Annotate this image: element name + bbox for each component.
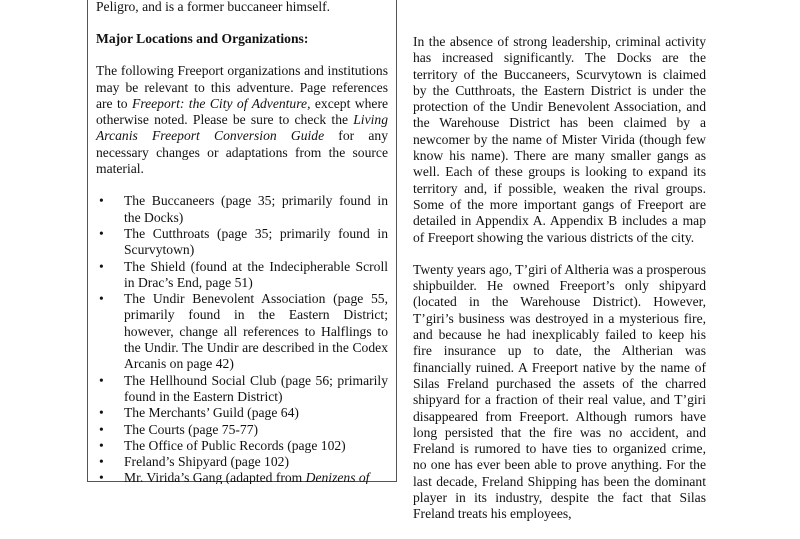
bullet-icon: •	[99, 372, 104, 388]
list-item: • The Merchants’ Guild (page 64)	[99, 405, 299, 421]
list-item: • Mr. Virida’s Gang (adapted from Denizens of	[96, 470, 388, 484]
bullet-icon: •	[99, 454, 104, 470]
bullet-icon: •	[99, 405, 104, 421]
bullet-icon: •	[99, 193, 104, 209]
book-title: Freeport: the City of Adventure	[132, 95, 308, 111]
intro-paragraph: The following Freeport organizations and institutions may be relevant to this adventure. Page references are to Freeport: the City of Adventure, except where otherwise noted. Please be sure to check the Living Arcanis Freeport Conversion Guide for any necessary changes or adaptations from the source material.	[96, 63, 389, 177]
list-item: • The Undir Benevolent Association (page 55, primarily found in the Eastern District; however, change all references to Halflings to the Undir. The Undir are described in the Codex Arcanis on page 42)	[99, 291, 388, 372]
sidebox-content	[96, 1, 388, 484]
list-item: • The Hellhound Social Club (page 56; primarily found in the Eastern District)	[99, 372, 388, 404]
locations-list	[96, 193, 388, 484]
list-item: • The Buccaneers (page 35; primarily found in the Docks)	[99, 193, 388, 225]
intro-end-text: Peligro, and is a former buccaneer himself.	[96, 0, 331, 14]
bullet-icon: •	[99, 421, 104, 437]
bullet-icon: •	[99, 225, 104, 241]
list-item: • The Cutthroats (page 35; primarily found in Scurvytown)	[99, 225, 388, 258]
bullet-icon: •	[99, 258, 104, 274]
paragraph-tgiri-history: Twenty years ago, T’giri of Altheria was a prosperous shipbuilder. He owned Freeport’s only shipyard (located in the Warehouse District). However, T’giri’s business was destroyed in a mysterious fire, and because he had inexplicably failed to keep his fire insurance up to date, the Altherian was financially ruined. A Freeport native by the name of Silas Freland purchased the assets of the charred shipyard for a fraction of their real value, and T’giri disappeared from Freeport. Although rumors have long persisted that the fire was no accident, and Freland is rumored to have ties to organized crime, no one has ever been able to prove anything. For the last decade, Freland Shipping has been the dominant player in its industry, despite the fact that Silas Freland treats his employees,	[413, 261, 706, 522]
list-item: • The Shield (found at the Indecipherable Scroll in Drac’s End, page 51)	[99, 258, 388, 290]
guide-title: Living Arcanis Freeport Conversion Guide	[96, 112, 388, 144]
locations-sidebox	[87, 0, 397, 485]
section-heading: Major Locations and Organizations:	[96, 31, 309, 47]
bullet-icon: •	[99, 437, 104, 453]
list-item: • The Office of Public Records (page 102)	[99, 437, 346, 453]
right-column	[413, 0, 706, 539]
bullet-icon: •	[99, 291, 104, 307]
list-item: • The Courts (page 75-77)	[99, 421, 259, 437]
bullet-icon: •	[99, 470, 104, 485]
paragraph-criminal-activity: In the absence of strong leadership, criminal activity has increased significantly. The Docks are the territory of the Buccaneers, Scurvytown is claimed by the Cutthroats, the Eastern District is under the protection of the Undir Benevolent Association, and the Warehouse District has been claimed by a newcomer by the name of Mister Virida (though few know his name). There are many smaller gangs as well. Each of these groups is looking to expand its territory and, if possible, weaken the rival groups. Some of the more important gangs of Freeport are detailed in Appendix A. Appendix B includes a map of Freeport showing the various districts of the city.	[413, 34, 706, 245]
list-item: • Freland’s Shipyard (page 102)	[99, 454, 289, 470]
